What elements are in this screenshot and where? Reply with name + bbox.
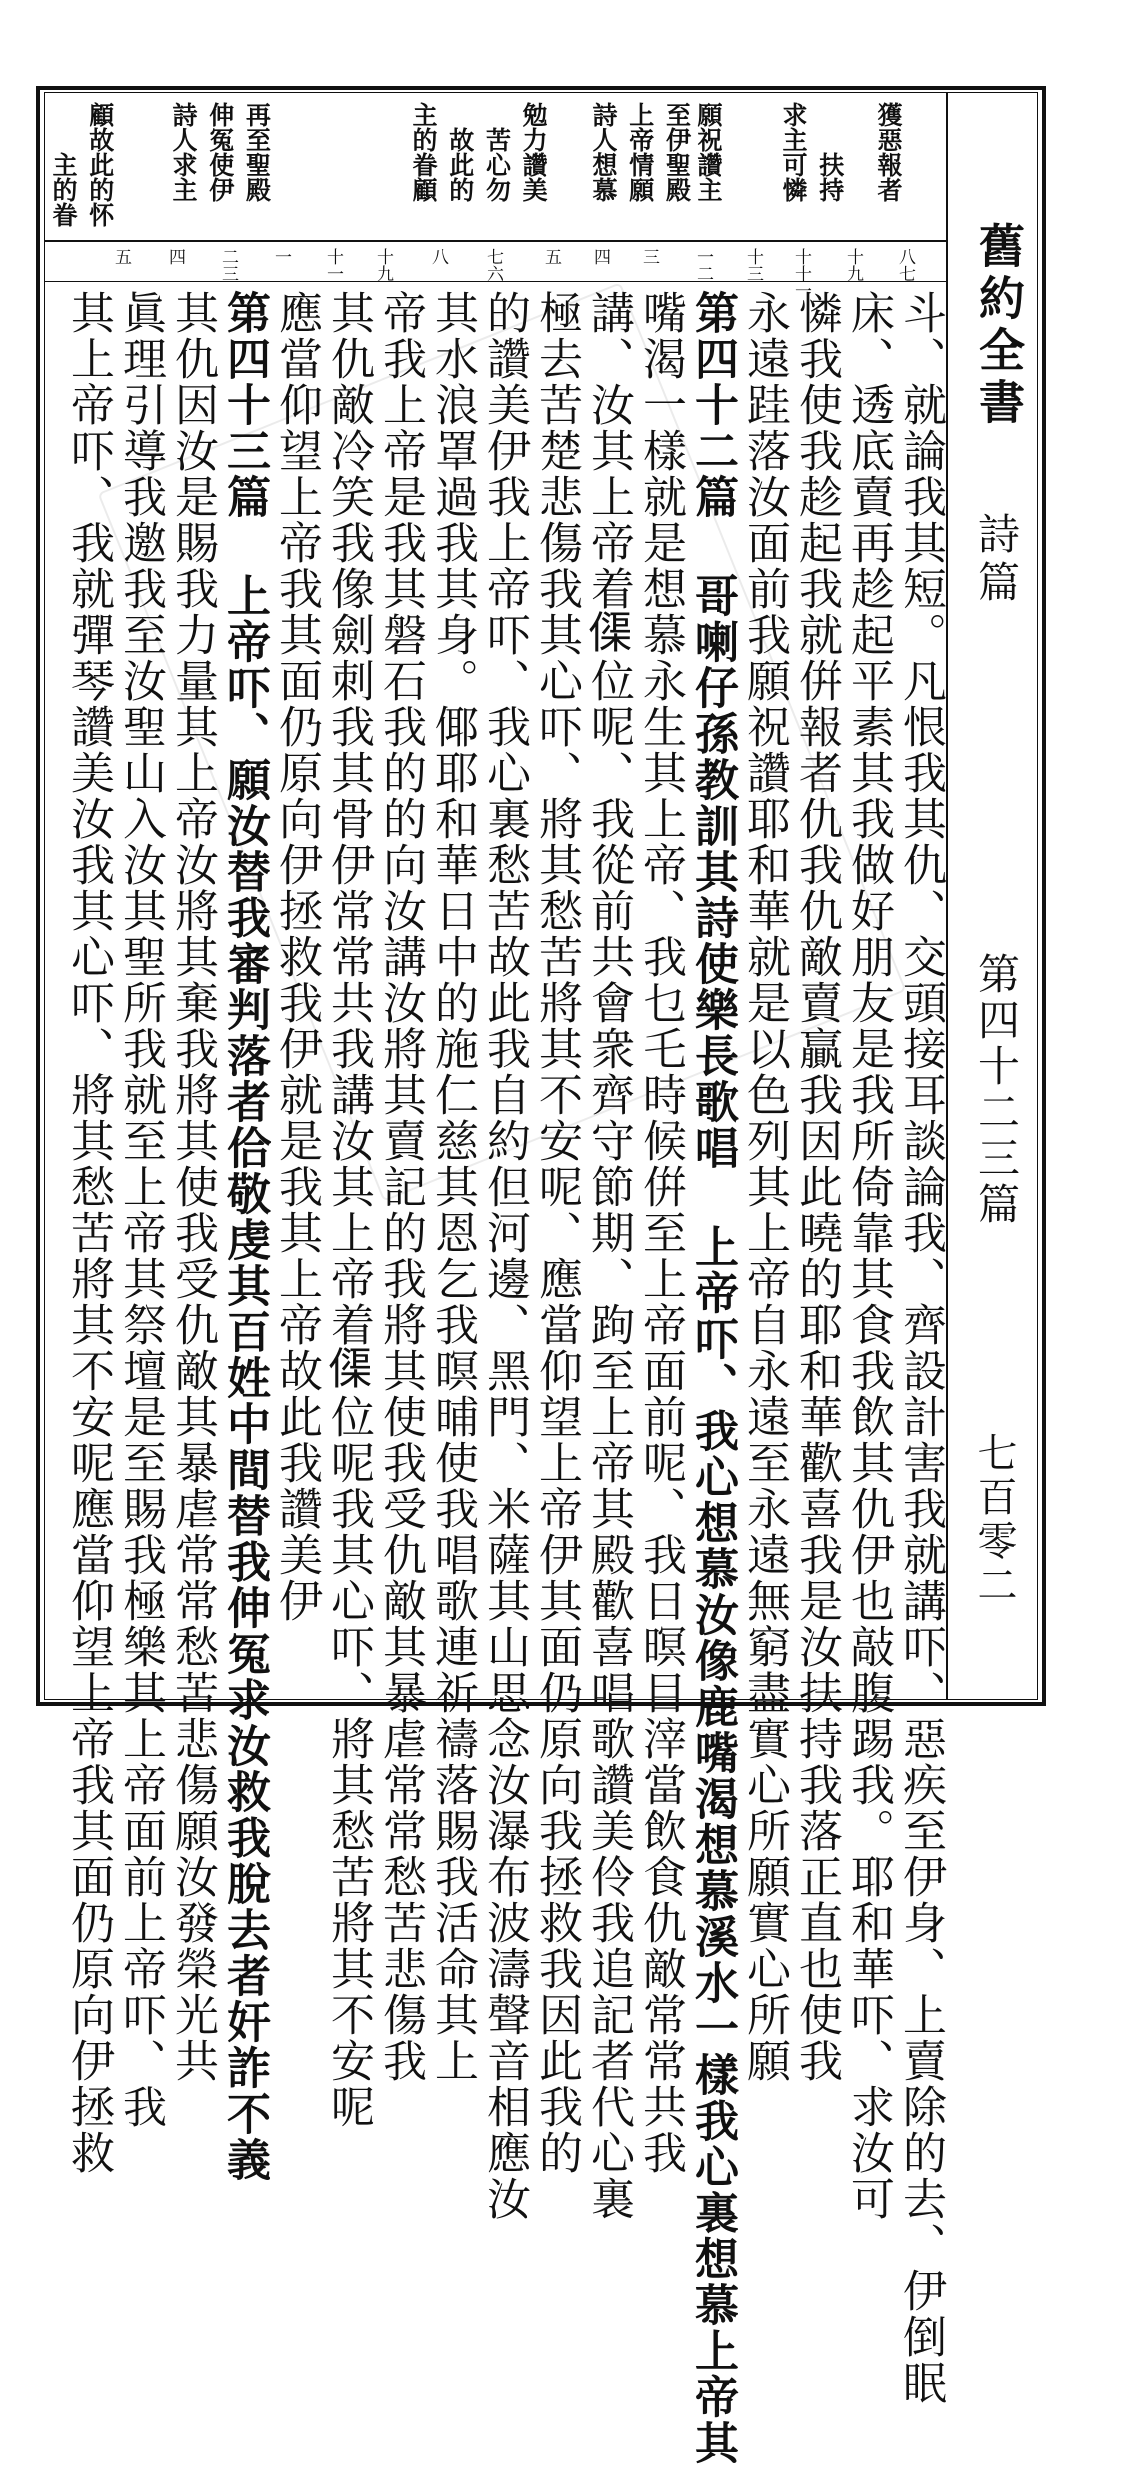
verse-number: 三 xyxy=(639,248,659,265)
book-title: 舊約全書 xyxy=(972,222,1026,430)
chapter-title: 第四十二三篇 xyxy=(972,952,1021,1228)
text-column: 應當仰望上帝我其面仍原向伊拯救我伊就是我其上帝故此我讚美伊 xyxy=(271,290,322,1624)
verse-number: 四 xyxy=(165,248,185,265)
headnote-line: 詩人想慕 xyxy=(589,102,618,202)
headnote-line: 獲惡報者 xyxy=(874,102,903,202)
verse-number: 八七 xyxy=(895,248,915,282)
text-column: 其水浪罩過我其身。倻耶和華日中的施仁慈其恩乞我暝晡使我唱歌連祈禱落賜我活命其上 xyxy=(427,290,478,2084)
verse-number: 七六 xyxy=(483,248,503,282)
verse-number-band xyxy=(44,242,946,299)
text-column: 眞理引導我邀我至汝聖山入汝其聖所我就至上帝其祭壇是至賜我極樂其上帝面前上帝吓、我 xyxy=(115,290,166,2130)
psalm-42-heading-column: 第四十二篇 哥喇仔孫教訓其詩使樂長歌唱 上帝吓、我心想慕汝像鹿嘴渴想慕溪水一樣我心裏想慕上帝其 xyxy=(687,290,738,2466)
text-column: 床、透底賣再趁起平素其我做好朋友是我所倚靠其食我飲其仇伊也敲腹踢我。耶和華吓、求汝可 xyxy=(843,290,894,2222)
headnote xyxy=(694,102,722,208)
headnote-line: 上帝情願 xyxy=(625,102,655,202)
headnote-line: 詩人求主 xyxy=(169,102,198,202)
headnote xyxy=(779,102,844,208)
verse-number: 八 xyxy=(428,248,448,265)
headnote xyxy=(874,102,902,208)
text-column: 其仇因汝是賜我力量其上帝汝將其棄我將其使我受仇敵其暴虐常常愁苦悲傷願汝發榮光共 xyxy=(167,290,218,2084)
text-column: 極去苦楚悲傷我其心吓、將其愁苦將其不安呢、應當仰望上帝伊其面仍原向我拯救我因此我的 xyxy=(531,290,582,2176)
verse-number: 十九 xyxy=(373,248,393,282)
text-column: 的讚美伊我上帝吓、我心裏愁苦故此我自約但河邊、黑門、米薩其山思念汝瀑布波濤聲音相應汝 xyxy=(479,290,530,2222)
headnote-line: 顧故此的怀 xyxy=(85,102,115,227)
text-column: 永遠跬落汝面前我願祝讚耶和華就是以色列其上帝自永遠至永遠無窮盡實心所願實心所願 xyxy=(739,290,790,2084)
verse-number: 四 xyxy=(590,248,610,265)
verse-number: 一 xyxy=(271,248,291,265)
psalm-43-heading-column: 第四十三篇 上帝吓、願汝替我審判落者佮敬虔其百姓中間替我伸冤求汝救我脫去者奸詐不義 xyxy=(219,290,270,2183)
verse-number: 十一 xyxy=(323,248,343,282)
text-column: 其仇敵冷笑我像劍刺我其骨伊常常共我講汝其上帝着𠍲位呢我其心吓、將其愁苦將其不安呢 xyxy=(323,290,374,2130)
headnote-line: 求主可憐 xyxy=(779,102,808,202)
headnote-line: 伸冤使伊 xyxy=(205,102,235,202)
verse-number: 一二 xyxy=(693,248,713,282)
verse-number: 二三 xyxy=(218,248,238,282)
headnote xyxy=(169,102,270,208)
headnote-line: 故此的 xyxy=(445,127,475,202)
text-column: 憐我使我趁起我就倂報者仇我仇敵賣贏我因此曉的耶和華歡喜我是汝扶持我落正直也使我 xyxy=(791,290,842,2084)
text-column: 其上帝吓、我就彈琴讚美汝我其心吓、將其愁苦將其不安呢應當仰望上帝我其面仍原向伊拯救 xyxy=(63,290,114,2176)
book-section: 詩篇 xyxy=(972,512,1021,608)
headnote xyxy=(409,102,547,208)
headnote-line: 主的眷 xyxy=(49,152,78,227)
headnote xyxy=(49,102,114,233)
verse-number: 五 xyxy=(541,248,561,265)
verse-number: 十十一 xyxy=(791,248,811,299)
text-column: 帝我上帝是我其磐石我的的向汝講汝將其賣記的我將其使我受仇敵其暴虐常常愁苦悲傷我 xyxy=(375,290,426,2084)
page-number: 七百零二 xyxy=(971,1432,1017,1608)
verse-number: 十三 xyxy=(743,248,763,282)
headnote-line: 再至聖殿 xyxy=(242,102,272,202)
text-column: 講、汝其上帝着𠍲位呢、我從前共會衆齊守節期、跔至上帝其殿歡喜唱歌讚美伶我追記者代心裏 xyxy=(583,290,634,2222)
headnote-line: 扶持 xyxy=(815,152,845,202)
headnote xyxy=(589,102,690,208)
headnotes-band xyxy=(44,92,946,242)
headnote-line: 勉力讚美 xyxy=(519,102,549,202)
headnote-line: 主的眷顧 xyxy=(409,102,438,202)
running-head xyxy=(946,92,1038,1700)
verse-number: 十九 xyxy=(843,248,863,282)
headnote-line: 至伊聖殿 xyxy=(662,102,692,202)
text-column: 嘴渴一樣就是想慕永生其上帝、我乜乇時候倂至上帝面前呢、我日暝目滓當飲食仇敵常常共我 xyxy=(635,290,686,2176)
text-column: 斗、就論我其短。凡恨我其仇、交頭接耳談論我、齊設計害我就講吓、惡疾至伊身、上賣除的去、伊倒眠 xyxy=(895,290,946,2406)
headnote-line: 苦心勿 xyxy=(482,127,512,202)
headnote-line: 願祝讚主 xyxy=(694,102,723,202)
verse-number: 五 xyxy=(111,248,131,265)
